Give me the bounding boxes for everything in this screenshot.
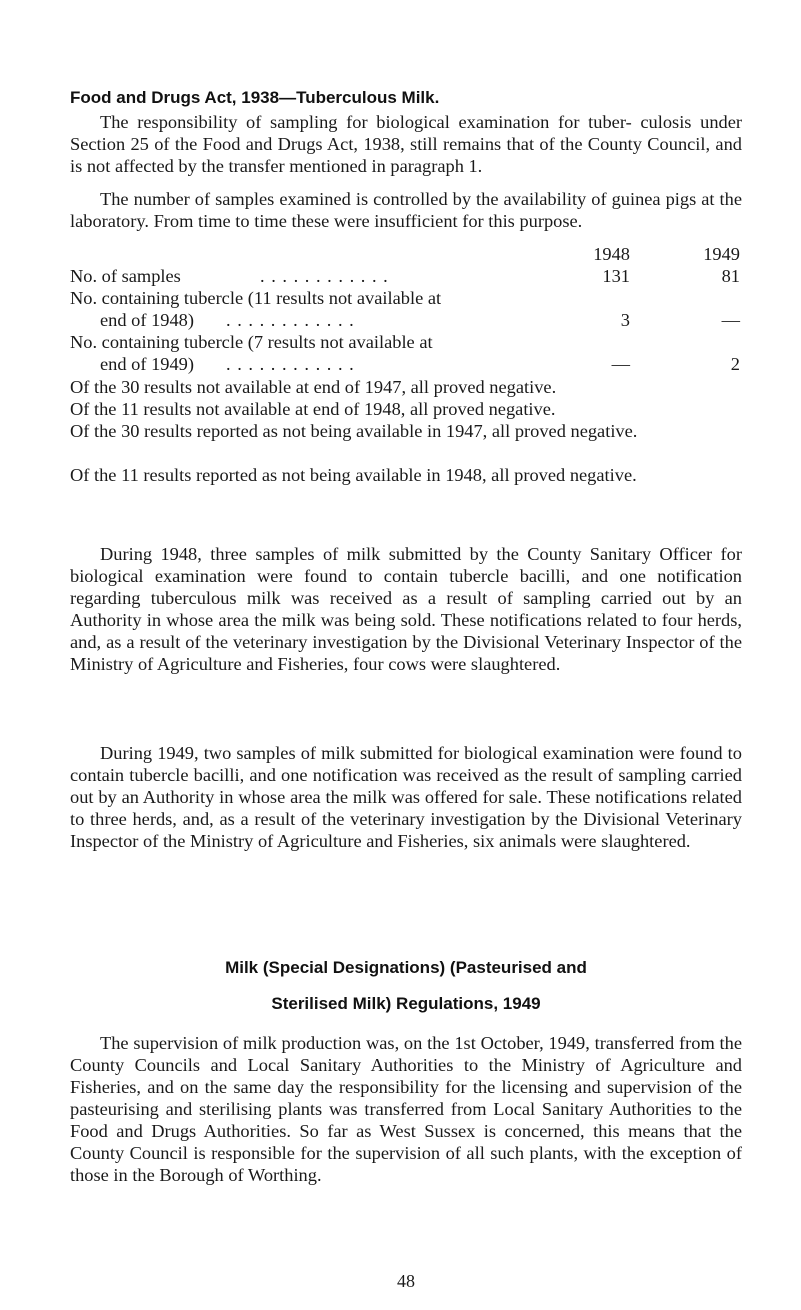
value-1949: 2 [730, 354, 740, 374]
paragraph-text: The responsibility of sampling for biological examination for tuber- culosis under Section 25 of the Food and Drugs Act, 1938, still remains that of the County Council, and is not affected by the transfer mentioned in paragraph 1. [70, 112, 742, 176]
paragraph-text: During 1949, two samples of milk submitted for biological examination were found to contain tubercle bacilli, and one notification was received as the result of sampling carried out by an Authority in whose area the milk was offered for sale. These notifications related to three herds, and, as a result of the veterinary investigation by the Divisional Veterinary Inspector of the Ministry of Agriculture and Fisheries, six animals were slaughtered. [70, 743, 742, 851]
section-heading-milk-regulations-line1: Milk (Special Designations) (Pasteurised and [225, 958, 587, 977]
paragraph-milk-supervision [70, 1032, 742, 1186]
page-number: 48 [397, 1271, 415, 1291]
note-text: Of the 30 results reported as not being available in 1947, all proved negative. [70, 421, 638, 441]
section-heading-tuberculous-milk: Food and Drugs Act, 1938—Tuberculous Milk. [70, 88, 440, 107]
paragraph-text: The supervision of milk production was, on the 1st October, 1949, transferred from the County Councils and Local Sanitary Authorities to the Ministry of Agriculture and Fisheries, and on the same day the responsibility for the licensing and supervision of the pasteurising and sterilising plants was transferred from Local Sanitary Authorities to the Food and Drugs Authorities. So far as West Sussex is concerned, this means that the County Council is responsible for the supervision of all such plants, with the exception of those in the Borough of Worthing. [70, 1033, 742, 1185]
leader-dots: . . . . . . . . . . . . [226, 310, 355, 330]
note-line: Of the 11 results not available at end of 1948, all proved negative. [70, 399, 556, 419]
paragraph-1948-samples [70, 543, 742, 675]
paragraph-guinea-pigs [70, 188, 742, 232]
leader-dots: . . . . . . . . . . . . [260, 266, 389, 286]
value-1949: — [721, 310, 740, 330]
note-line: Of the 11 results reported as not being available in 1948, all proved negative. [70, 465, 637, 485]
note-line [70, 420, 742, 442]
table-row [70, 310, 742, 332]
row-label: No. containing tubercle (11 results not available at [70, 288, 442, 308]
section-heading-milk-regulations-line2: Sterilised Milk) Regulations, 1949 [271, 994, 541, 1013]
row-label: end of 1948) [100, 310, 194, 330]
paragraph-responsibility [70, 111, 742, 177]
note-line: Of the 30 results not available at end of 1947, all proved negative. [70, 377, 557, 397]
row-label: No. of samples [70, 266, 181, 286]
table-row [70, 354, 742, 376]
table-row [70, 332, 742, 354]
table-header-row [70, 244, 742, 266]
value-1948: 3 [620, 310, 630, 330]
paragraph-text: The number of samples examined is controlled by the availability of guinea pigs at the laboratory. From time to time these were insufficient for this purpose. [70, 189, 742, 231]
table-row [70, 288, 742, 310]
paragraph-text: During 1948, three samples of milk submitted by the County Sanitary Officer for biological examination were found to contain tubercle bacilli, and one notification regarding tuberculous milk was received as a result of sampling carried out by an Authority in whose area the milk was being sold. These notifications related to four herds, and, as a result of the veterinary investigation by the Divisional Veterinary Inspector of the Ministry of Agriculture and Fisheries, four cows were slaughtered. [70, 544, 742, 674]
column-header-1949: 1949 [703, 244, 740, 264]
value-1948: — [611, 354, 630, 374]
table-row [70, 266, 742, 288]
row-label: end of 1949) [100, 354, 194, 374]
value-1949: 81 [721, 266, 740, 286]
row-label: No. containing tubercle (7 results not available at [70, 332, 433, 352]
value-1948: 131 [602, 266, 630, 286]
column-header-1948: 1948 [593, 244, 630, 264]
paragraph-1949-samples [70, 742, 742, 852]
leader-dots: . . . . . . . . . . . . [226, 354, 355, 374]
